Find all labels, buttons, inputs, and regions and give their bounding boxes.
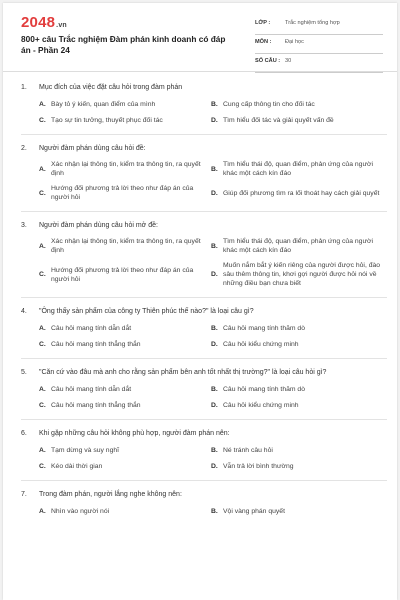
option-text: Xác nhận lại thông tin, kiểm tra thông tin, ra quyết định: [51, 238, 201, 254]
option-letter: B.: [211, 446, 218, 454]
option-text: Kéo dài thời gian: [51, 462, 103, 470]
option-letter: D.: [211, 271, 218, 278]
option-letter: B.: [211, 242, 218, 250]
option-a[interactable]: [39, 99, 211, 109]
option-d[interactable]: [211, 115, 383, 125]
option-letter: B.: [211, 507, 218, 515]
option-letter: C.: [39, 462, 46, 470]
question-number: 1.: [21, 84, 27, 91]
question-1: [3, 83, 397, 125]
option-letter: A.: [39, 165, 46, 173]
logo-suffix: .vn: [56, 22, 67, 29]
option-letter: D.: [211, 401, 218, 409]
option-b[interactable]: [211, 384, 383, 394]
option-text: Cung cấp thông tin cho đối tác: [223, 100, 315, 108]
option-letter: A.: [39, 324, 46, 332]
option-letter: B.: [211, 324, 218, 332]
meta-row-count: [255, 54, 383, 73]
option-c[interactable]: [39, 184, 211, 202]
question-3: [3, 221, 397, 288]
option-text: Câu hỏi mang tính thẳng thắn: [51, 340, 141, 348]
question-text: Khi gặp những câu hỏi không phù hợp, người đàm phán nên:: [39, 430, 230, 437]
option-text: Nhìn vào người nói: [51, 507, 110, 515]
divider: [21, 134, 387, 135]
option-letter: C.: [39, 189, 46, 197]
logo-text: 2048: [21, 14, 56, 31]
option-c[interactable]: [39, 261, 211, 288]
option-letter: C.: [39, 401, 46, 409]
option-text: Vội vàng phán quyết: [223, 507, 285, 515]
option-text: Tìm hiểu thái độ, quan điểm, phản ứng của người khác một cách kín đáo: [223, 238, 373, 254]
option-letter: D.: [211, 116, 218, 124]
question-text: "Ông thấy sản phẩm của công ty Thiên phúc thế nào?" là loại câu gì?: [39, 308, 254, 315]
question-text: Người đàm phán dùng câu hỏi đề:: [39, 145, 146, 152]
option-letter: A.: [39, 385, 46, 393]
option-text: Tạm dừng và suy nghĩ: [51, 446, 120, 454]
site-logo[interactable]: [21, 14, 67, 31]
option-letter: C.: [39, 271, 46, 278]
option-d[interactable]: [211, 184, 383, 202]
option-letter: A.: [39, 507, 46, 515]
option-a[interactable]: [39, 323, 211, 333]
question-number: 7.: [21, 491, 27, 498]
question-7: [3, 490, 397, 516]
option-a[interactable]: [39, 384, 211, 394]
meta-value: Đại học: [285, 39, 304, 45]
option-text: Vẫn trả lời bình thường: [223, 462, 294, 470]
option-d[interactable]: [211, 400, 383, 410]
meta-row-subject: [255, 35, 383, 54]
option-letter: C.: [39, 340, 46, 348]
option-a[interactable]: [39, 506, 211, 516]
question-number: 2.: [21, 145, 27, 152]
option-letter: A.: [39, 242, 46, 250]
question-text: Trong đàm phán, người lắng nghe không nên:: [39, 491, 182, 498]
question-list: [3, 83, 397, 525]
question-number: 6.: [21, 430, 27, 437]
option-b[interactable]: [211, 160, 383, 178]
option-text: Giúp đối phương tìm ra lối thoát hay cách giải quyết: [223, 189, 380, 197]
option-letter: D.: [211, 340, 218, 348]
question-number: 3.: [21, 222, 27, 229]
option-text: Tìm hiểu thái độ, quan điểm, phản ứng của người khác một cách kín đáo: [223, 161, 373, 177]
document-meta: [255, 16, 383, 73]
meta-row-class: [255, 16, 383, 35]
option-a[interactable]: [39, 237, 211, 255]
option-d[interactable]: [211, 339, 383, 349]
divider: [21, 211, 387, 212]
option-c[interactable]: [39, 115, 211, 125]
page-title: 800+ câu Trắc nghiệm Đàm phán kinh doanh có đáp án - Phần 24: [21, 34, 226, 55]
option-text: Câu hỏi mang tính thẳng thắn: [51, 401, 141, 409]
option-letter: C.: [39, 116, 46, 124]
divider: [21, 480, 387, 481]
question-text: Người đàm phán dùng câu hỏi mở đề:: [39, 222, 158, 229]
option-text: Hướng đối phương trả lời theo như đáp án của người hỏi: [51, 266, 194, 283]
option-text: Câu hỏi mang tính thăm dò: [223, 324, 305, 332]
option-letter: D.: [211, 189, 218, 197]
option-b[interactable]: [211, 445, 383, 455]
question-2: [3, 144, 397, 202]
question-text: "Căn cứ vào đâu mà anh cho rằng sản phẩm bên anh tốt nhất thị trường?" là loại câu hỏi gì?: [39, 369, 327, 376]
divider: [21, 419, 387, 420]
option-text: Câu hỏi mang tính thăm dò: [223, 385, 305, 393]
option-text: Né tránh câu hỏi: [223, 446, 273, 454]
option-text: Câu hỏi mang tính dẫn dắt: [51, 324, 132, 332]
option-b[interactable]: [211, 237, 383, 255]
option-text: Câu hỏi mang tính dẫn dắt: [51, 385, 132, 393]
option-d[interactable]: [211, 261, 383, 288]
question-6: [3, 429, 397, 471]
question-5: [3, 368, 397, 410]
option-c[interactable]: [39, 400, 211, 410]
meta-value: Trắc nghiệm tổng hợp: [285, 20, 340, 26]
question-number: 4.: [21, 308, 27, 315]
divider: [21, 358, 387, 359]
option-letter: B.: [211, 100, 218, 108]
option-b[interactable]: [211, 506, 383, 516]
option-b[interactable]: [211, 99, 383, 109]
option-letter: A.: [39, 100, 46, 108]
option-text: Hướng đối phương trả lời theo như đáp án của người hỏi: [51, 185, 194, 201]
option-letter: B.: [211, 165, 218, 173]
meta-key: MÔN :: [255, 39, 272, 45]
option-text: Muốn nắm bắt ý kiến riêng của người được hỏi, đào sâu thêm thông tin, khơi gợi người được hỏi nói về những điều bạn chưa biết: [223, 262, 381, 287]
option-text: Xác nhận lại thông tin, kiểm tra thông tin, ra quyết định: [51, 161, 201, 177]
option-b[interactable]: [211, 323, 383, 333]
option-text: Câu hỏi kiểu chứng minh: [223, 401, 299, 409]
meta-key: LỚP :: [255, 20, 271, 26]
option-text: Câu hỏi kiểu chứng minh: [223, 340, 299, 348]
document-page: [3, 3, 397, 600]
option-letter: A.: [39, 446, 46, 454]
question-text: Mục đích của việc đặt câu hỏi trong đàm phán: [39, 84, 183, 91]
meta-key: SỐ CÂU :: [255, 58, 281, 64]
option-d[interactable]: [211, 461, 383, 471]
option-a[interactable]: [39, 160, 211, 178]
option-letter: B.: [211, 385, 218, 393]
question-number: 5.: [21, 369, 27, 376]
document-header: [3, 3, 397, 72]
option-c[interactable]: [39, 339, 211, 349]
meta-value: 30: [285, 58, 292, 64]
question-4: [3, 307, 397, 349]
option-a[interactable]: [39, 445, 211, 455]
divider: [21, 297, 387, 298]
option-text: Bày tỏ ý kiến, quan điểm của mình: [51, 100, 156, 108]
option-letter: D.: [211, 462, 218, 470]
option-text: Tạo sự tin tưởng, thuyết phục đối tác: [51, 116, 163, 124]
option-text: Tìm hiểu đối tác và giải quyết vấn đề: [223, 116, 334, 124]
option-c[interactable]: [39, 461, 211, 471]
